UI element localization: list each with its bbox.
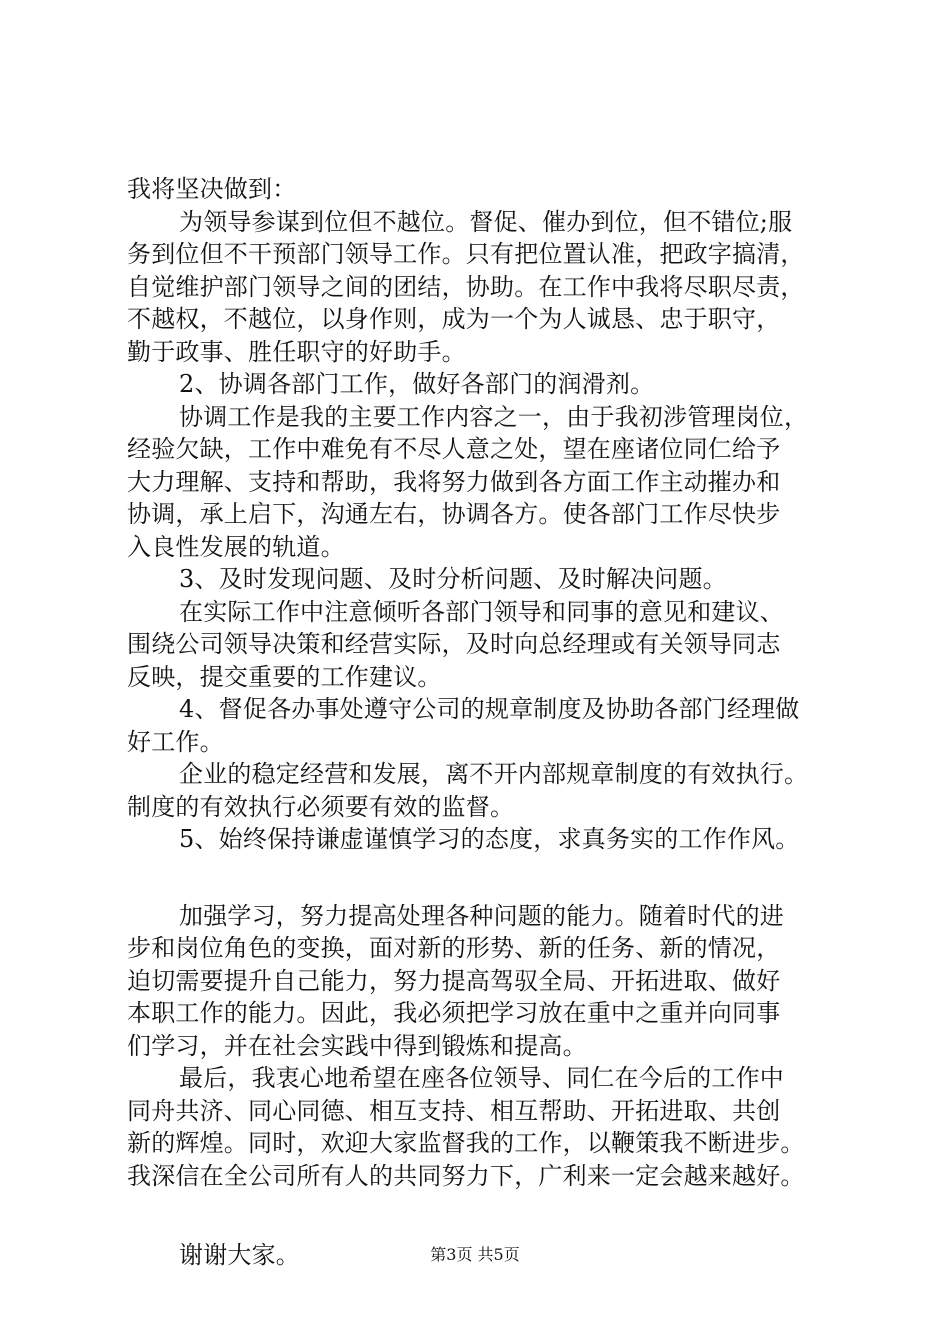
text-line: 大力理解、支持和帮助，我将努力做到各方面工作主动摧办和	[127, 467, 781, 496]
closing-line: 谢谢大家。	[179, 1241, 300, 1269]
text-line: 加强学习，努力提高处理各种问题的能力。随着时代的进	[179, 901, 784, 930]
text-line: 入良性发展的轨道。	[127, 532, 345, 561]
text-line: 同舟共济、同心同德、相互支持、相互帮助、开拓进取、共创	[127, 1096, 781, 1125]
page-number-footer: 第3页 共5页	[430, 1245, 520, 1264]
text-line: 围绕公司领导决策和经营实际，及时向总经理或有关领导同志	[127, 630, 781, 658]
text-line: 最后，我衷心地希望在座各位领导、同仁在今后的工作中	[179, 1064, 784, 1092]
text-line: 反映，提交重要的工作建议。	[127, 662, 442, 691]
paragraph-gap	[127, 1192, 847, 1239]
text-line: 好工作。	[127, 727, 224, 756]
text-line: 企业的稳定经营和发展，离不开内部规章制度的有效执行。	[179, 760, 809, 788]
text-line: 我将坚决做到：	[127, 175, 297, 203]
section-heading: 2、协调各部门工作，做好各部门的润滑剂。	[179, 370, 655, 398]
text-line: 勤于政事、胜任职守的好助手。	[127, 337, 466, 366]
text-line: 协调工作是我的主要工作内容之一，由于我初涉管理岗位，	[179, 402, 809, 431]
text-line: 自觉维护部门领导之间的团结，协助。在工作中我将尽职尽责，	[127, 272, 805, 301]
text-line: 步和岗位角色的变换，面对新的形势、新的任务、新的情况，	[127, 934, 781, 962]
text-line: 本职工作的能力。因此，我必须把学习放在重中之重并向同事	[127, 999, 781, 1027]
section-heading: 3、及时发现问题、及时分析问题、及时解决问题。	[179, 565, 727, 593]
section-heading: 4、督促各办事处遵守公司的规章制度及协助各部门经理做	[179, 695, 800, 723]
text-line: 们学习，并在社会实践中得到锻炼和提高。	[127, 1031, 587, 1060]
section-heading: 5、始终保持谦虚谨慎学习的态度，求真务实的工作作风。	[179, 825, 800, 853]
text-line: 经验欠缺，工作中难免有不尽人意之处，望在座诸位同仁给予	[127, 435, 781, 463]
document-body	[127, 173, 847, 1272]
text-line: 在实际工作中注意倾听各部门领导和同事的意见和建议、	[179, 597, 784, 626]
text-line: 我深信在全公司所有人的共同努力下，广利来一定会越来越好。	[127, 1161, 805, 1190]
text-line: 迫切需要提升自己能力，努力提高驾驭全局、开拓进取、做好	[127, 966, 781, 995]
paragraph-gap	[127, 856, 847, 900]
text-line: 为领导参谋到位但不越位。督促、催办到位，但不错位;服	[179, 207, 793, 236]
text-line: 制度的有效执行必须要有效的监督。	[127, 792, 515, 821]
text-line: 不越权，不越位，以身作则，成为一个为人诚恳、忠于职守，	[127, 305, 781, 333]
text-line: 协调，承上启下，沟通左右，协调各方。使各部门工作尽快步	[127, 500, 781, 528]
text-line: 新的辉煌。同时，欢迎大家监督我的工作，以鞭策我不断进步。	[127, 1129, 805, 1157]
text-line: 务到位但不干预部门领导工作。只有把位置认准，把政字搞清，	[127, 240, 805, 268]
